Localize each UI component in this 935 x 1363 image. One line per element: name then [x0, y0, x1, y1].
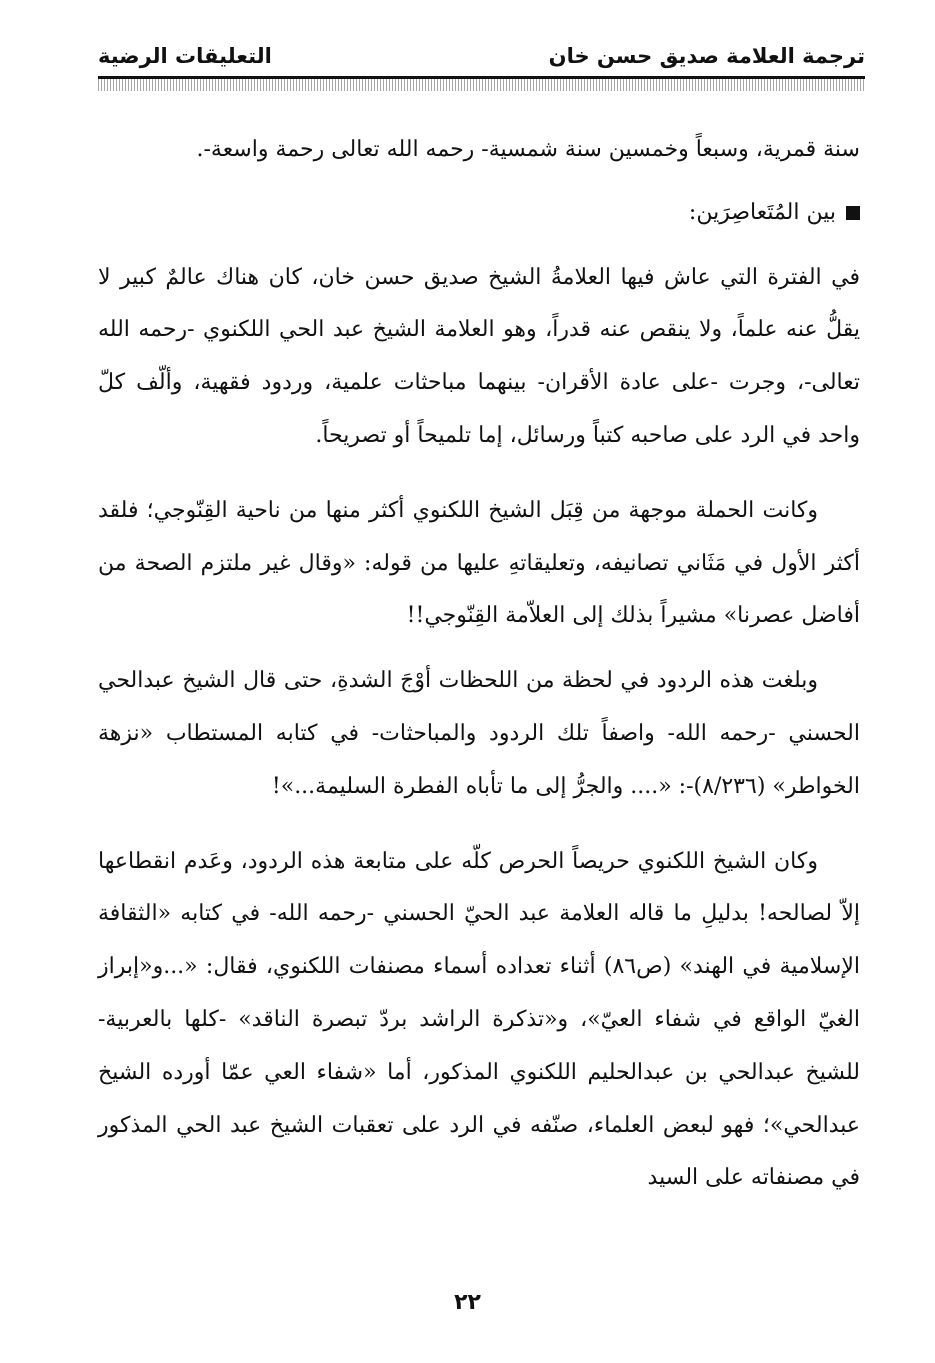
section-heading-text: بين المُتَعاصِرَين: — [688, 199, 836, 225]
page-number: ٢٢ — [454, 1290, 481, 1315]
running-header — [98, 38, 865, 74]
header-section-title: التعليقات الرضية — [98, 44, 272, 68]
square-bullet-icon — [846, 206, 860, 220]
body-text — [98, 124, 860, 1205]
paragraph-5: وكان الشيخ اللكنوي حريصاً الحرص كلّه على متابعة هذه الردود، وعَدم انقطاعها إلاّ لصالحه! بدليلِ ما قاله العلامة عبد الحيّ الحسني -رحمه الله- في كتابه «الثقافة الإسلامية في الهند» (ص٨٦) أثناء تعداده أسماء مصنفات اللكنوي، فقال: «...و«إبراز الغيّ الواقع في شفاء العيّ»، و«تذكرة الراشد بردّ تبصرة الناقد» -كلها بالعربية- للشيخ عبدالحي بن عبدالحليم اللكنوي المذكور، أما «شفاء العي عمّا أورده الشيخ عبدالحي»؛ فهو لبعض العلماء، صنّفه في الرد على تعقبات الشيخ عبد الحي المذكور في مصنفاته على السيد — [98, 848, 860, 1191]
paragraph-4: وبلغت هذه الردود في لحظة من اللحظات أوْجَ الشدةِ، حتى قال الشيخ عبدالحي الحسني -رحمه الله- واصفاً تلك الردود والمباحثات- في كتابه المستطاب «نزهة الخواطر» (٨/٢٣٦)-: «.... والجرُّ إلى ما تأباه الفطرة السليمة...»! — [98, 668, 860, 799]
header-book-title: ترجمة العلامة صديق حسن خان — [548, 44, 865, 68]
paragraph-1: سنة قمرية، وسبعاً وخمسين سنة شمسية- رحمه الله تعالى رحمة واسعة-. — [196, 137, 860, 162]
paragraph-2: في الفترة التي عاش فيها العلامةُ الشيخ صديق حسن خان، كان هناك عالمٌ كبير لا يقلُّ عنه علماً، ولا ينقص عنه قدراً، وهو العلامة الشيخ عبد الحي اللكنوي -رحمه الله تعالى-، وجرت -على عادة الأقران- بينهما مباحثات علمية، وردود فقهية، وألّف كلّ واحد في الرد على صاحبه كتباً ورسائل، إما تلميحاً أو تصريحاً. — [98, 264, 860, 448]
paragraph-3: وكانت الحملة موجهة من قِبَل الشيخ اللكنوي أكثر منها من ناحية القِنّوجي؛ فلقد أكثر الأول في مَثَاني تصانيفه، وتعليقاتهِ عليها من قوله: «وقال غير ملتزم الصحة من أفاضل عصرنا» مشيراً بذلك إلى العلاّمة القِنّوجي!! — [98, 497, 860, 629]
section-heading — [98, 187, 860, 240]
header-shade-band — [98, 79, 865, 91]
